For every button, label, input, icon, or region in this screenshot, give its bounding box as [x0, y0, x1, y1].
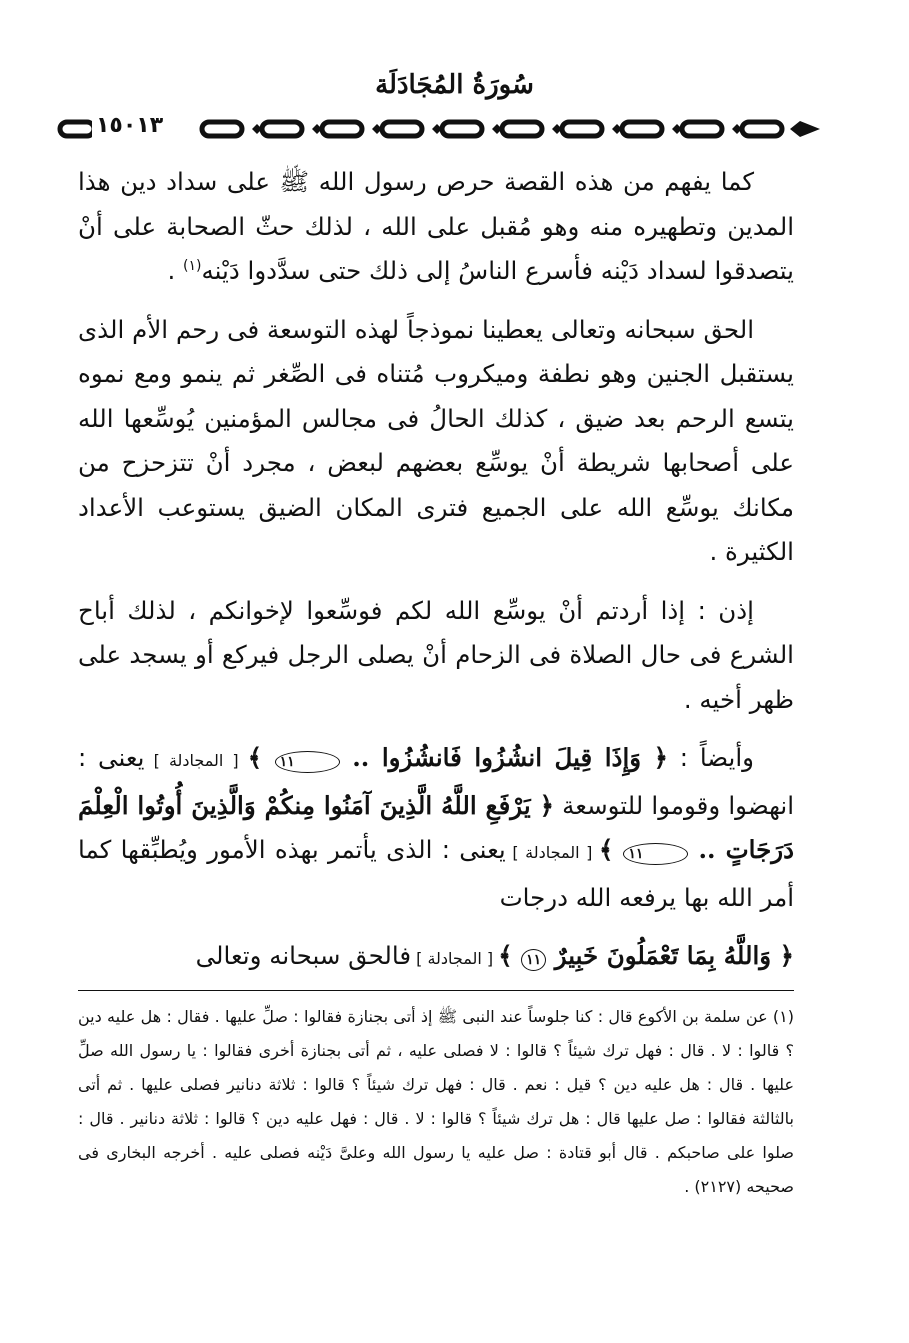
- ayah-number-3: ١١: [521, 949, 546, 971]
- header-chain-rule: [52, 112, 822, 146]
- quran-verse-3-close: ﴾: [498, 941, 522, 970]
- footnote-marker: (١): [183, 257, 202, 274]
- quran-verse-3: [498, 941, 794, 970]
- quran-verse-1-close: ﴾: [247, 743, 275, 772]
- quran-verse-2-text: ﴿ يَرْفَعِ اللَّهُ الَّذِينَ آمَنُوا مِنكُمْ وَالَّذِينَ أُوتُوا الْعِلْمَ دَرَجَاتٍ ..: [78, 790, 794, 864]
- surah-title: سُورَةُ المُجَادَلَة: [375, 70, 534, 100]
- paragraph-3: إذن : إذا أردتم أنْ يوسِّع الله لكم فوسِّعوا لإخوانكم ، لذلك أباح الشرع فى حال الصلاة فى الزحام أنْ يصلى الرجل فيركع أو يسجد على ظهر أخيه .: [78, 595, 794, 714]
- paragraph-2: الحق سبحانه وتعالى يعطينا نموذجاً لهذه التوسعة فى رحم الأم الذى يستقبل الجنين وهو نطفة وميكروب مُتناه فى الصِّغر ثم ينمو ومع نموه يتسع الرحم بعد ضيق ، كذلك الحالُ فى مجالس المؤمنين يُوسِّعها الله على أصحابها شريطة أنْ يوسِّع بعضهم لبعض ، مجرد أنْ تتزحزح من مكانك يوسِّع الله على الجميع فترى المكان الضيق يستوعب الأعداد الكثيرة .: [78, 314, 794, 566]
- main-text: [78, 160, 794, 996]
- paragraph-4-conclusion: يعنى : الذى يأتمر بهذه الأمور ويُطبِّقها كما أمر الله بها يرفعه الله درجات: [78, 835, 794, 912]
- paragraph-5-text: فالحق سبحانه وتعالى: [195, 941, 412, 970]
- paragraph-4-explain: يعنى : انهضوا وقوموا للتوسعة: [78, 743, 794, 820]
- paragraph-5: [78, 934, 794, 982]
- footnote-divider: [78, 990, 794, 991]
- surah-reference-3: [ المجادلة ]: [411, 949, 499, 968]
- quran-verse-1-text: ﴿ وَإِذَا قِيلَ انشُزُوا فَانشُزُوا ..: [339, 743, 668, 772]
- surah-reference-1: [ المجادلة ]: [144, 751, 248, 770]
- quran-verse-2-close: ﴾: [598, 835, 624, 864]
- ayah-number-2: ١١: [623, 843, 688, 865]
- quran-verse-3-text: ﴿ وَاللَّهُ بِمَا تَعْمَلُونَ خَبِيرٌ: [546, 941, 794, 970]
- page-number: ١٥٠١٣: [92, 113, 167, 138]
- surah-reference-2: [ المجادلة ]: [505, 843, 599, 862]
- quran-verse-1: [248, 743, 668, 772]
- ayah-number-1: ١١: [275, 751, 340, 773]
- paragraph-4: [78, 736, 794, 920]
- footnote: (١) عن سلمة بن الأكوع قال : كنا جلوساً عند النبى ﷺ إذ أتى بجنازة فقالوا : صلِّ عليها . فقال : هل عليه دين ؟ قالوا : لا . قال : فهل ترك شيئاً ؟ قالوا : لا فصلى عليه ، ثم أتى بجنازة أخرى فقالوا : يا رسول الله صلِّ عليها . قال : هل عليه دين ؟ قيل : نعم . قال : فهل ترك شيئاً ؟ قالوا : ثلاثة دنانير فصلى عليها . ثم أتى بالثالثة فقالوا : صل عليها قال : هل ترك شيئاً ؟ قالوا : لا . قال : فهل عليه دين ؟ قالوا : ثلاثة دنانير . قال : صلوا على صاحبكم . قال أبو قتادة : صل عليه يا رسول الله وعلىَّ دَيْنه فصلى عليه . أخرجه البخارى فى صحيحه (٢١٢٧) .: [78, 1007, 794, 1196]
- paragraph-4-intro: وأيضاً :: [668, 743, 755, 772]
- paragraph-1: [78, 160, 794, 294]
- paragraph-1-end: .: [167, 256, 184, 285]
- paragraph-1-text: كما يفهم من هذه القصة حرص رسول الله ﷺ على سداد دين هذا المدين وتطهيره منه وهو مُقبل على الله ، لذلك حثّ الصحابة على أنْ يتصدقوا لسداد دَيْنه فأسرع الناسُ إلى ذلك حتى سدَّدوا دَيْنه: [78, 167, 794, 285]
